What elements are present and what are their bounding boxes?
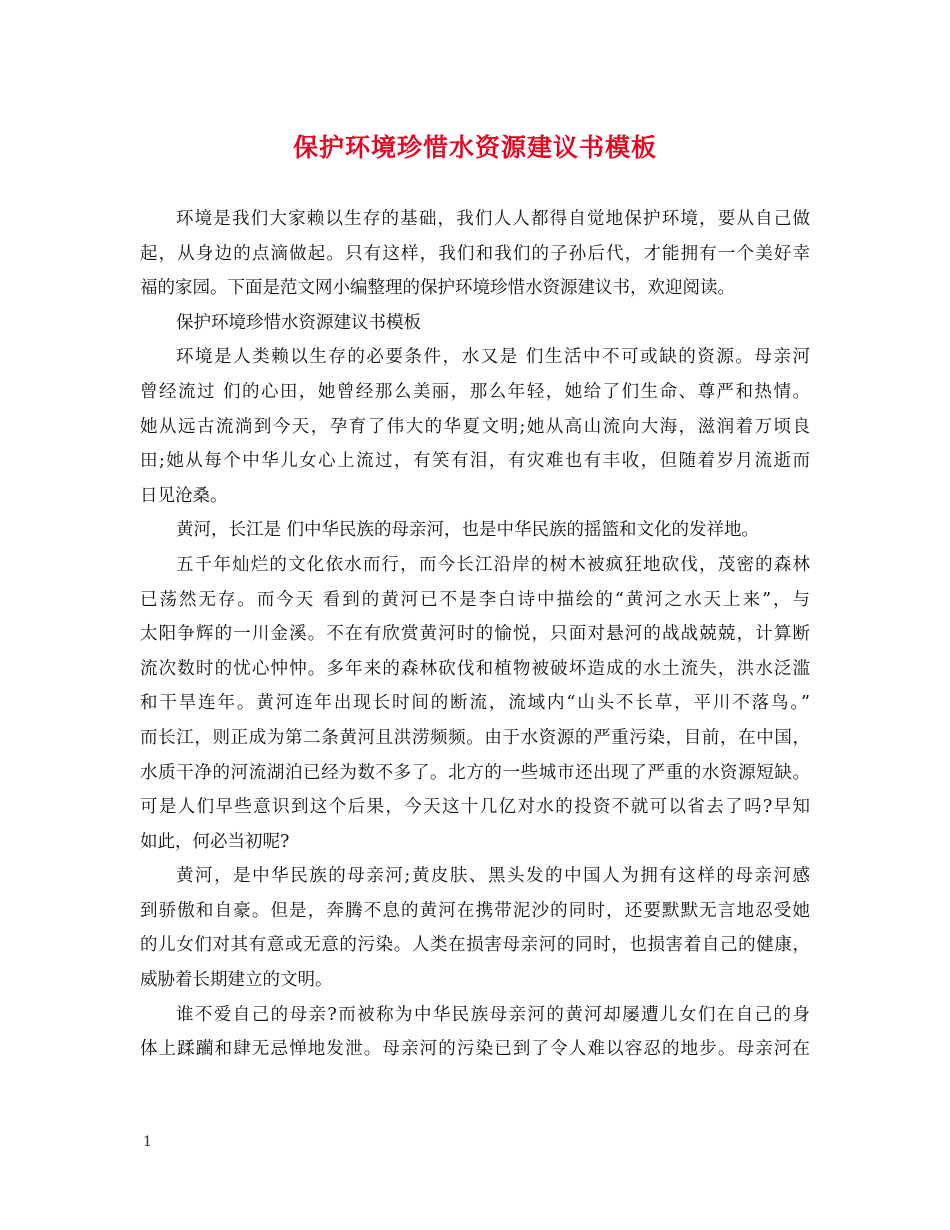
text-line: 体上蹂躏和肆无忌惮地发泄。母亲河的污染已到了令人难以容忍的地步。母亲河在	[140, 1039, 810, 1060]
text-line: 谁不爱自己的母亲?而被称为中华民族母亲河的黄河却屡遭儿女们在自己的身	[176, 1004, 810, 1025]
text-line: 威胁着长期建立的文明。	[140, 970, 333, 991]
text-line: 福的家园。下面是范文网小编整理的保护环境珍惜水资源建议书，欢迎阅读。	[140, 278, 735, 299]
document-body	[140, 202, 810, 1067]
text-line: 日见沧桑。	[140, 485, 228, 506]
text-line: 她从远古流淌到今天，孕育了伟大的华夏文明;她从高山流向大海，滋润着万顷良	[140, 416, 810, 437]
text-line: 水质干净的河流湖泊已经为数不多了。北方的一些城市还出现了严重的水资源短缺。	[140, 762, 810, 783]
text-line: 已荡然无存。而今天 看到的黄河已不是李白诗中描绘的“黄河之水天上来”，与	[140, 589, 810, 610]
text-line: 黄河，长江是 们中华民族的母亲河，也是中华民族的摇篮和文化的发祥地。	[176, 520, 760, 541]
text-line: 的儿女们对其有意或无意的污染。人类在损害母亲河的同时，也损害着自己的健康，	[140, 935, 810, 956]
text-line: 太阳争辉的一川金溪。不在有欣赏黄河时的愉悦，只面对悬河的战战兢兢，计算断	[140, 624, 810, 645]
text-line: 流次数时的忧心忡忡。多年来的森林砍伐和植物被破坏造成的水土流失，洪水泛滥	[140, 658, 810, 679]
text-line: 曾经流过 们的心田，她曾经那么美丽，那么年轻，她给了们生命、尊严和热情。	[140, 381, 810, 402]
text-line: 黄河，是中华民族的母亲河;黄皮肤、黑头发的中国人为拥有这样的母亲河感	[176, 866, 810, 887]
text-line: 环境是人类赖以生存的必要条件，水又是 们生活中不可或缺的资源。母亲河	[176, 347, 810, 368]
document-title: 保护环境珍惜水资源建议书模板	[292, 133, 657, 162]
text-line: 田;她从每个中华儿女心上流过，有笑有泪，有灾难也有丰收，但随着岁月流逝而	[140, 451, 810, 472]
text-line: 到骄傲和自豪。但是，奔腾不息的黄河在携带泥沙的同时，还要默默无言地忍受她	[140, 900, 810, 921]
text-line: 如此，何必当初呢?	[140, 831, 290, 852]
text-line: 而长江，则正成为第二条黄河且洪涝频频。由于水资源的严重污染，目前，在中国，	[140, 727, 810, 748]
text-line: 环境是我们大家赖以生存的基础，我们人人都得自觉地保护环境，要从自己做	[176, 209, 810, 229]
text-line: 五千年灿烂的文化依水而行，而今长江沿岸的树木被疯狂地砍伐，茂密的森林	[176, 554, 810, 575]
text-line: 和干旱连年。黄河连年出现长时间的断流，流域内“山头不长草，平川不落鸟。”	[140, 693, 810, 714]
page-number: 1	[143, 1134, 152, 1150]
section-heading: 保护环境珍惜水资源建议书模板	[176, 312, 421, 333]
text-line: 起，从身边的点滴做起。只有这样，我们和我们的子孙后代，才能拥有一个美好幸	[140, 243, 810, 264]
text-line: 可是人们早些意识到这个后果，今天这十几亿对水的投资不就可以省去了吗?早知	[140, 797, 810, 818]
